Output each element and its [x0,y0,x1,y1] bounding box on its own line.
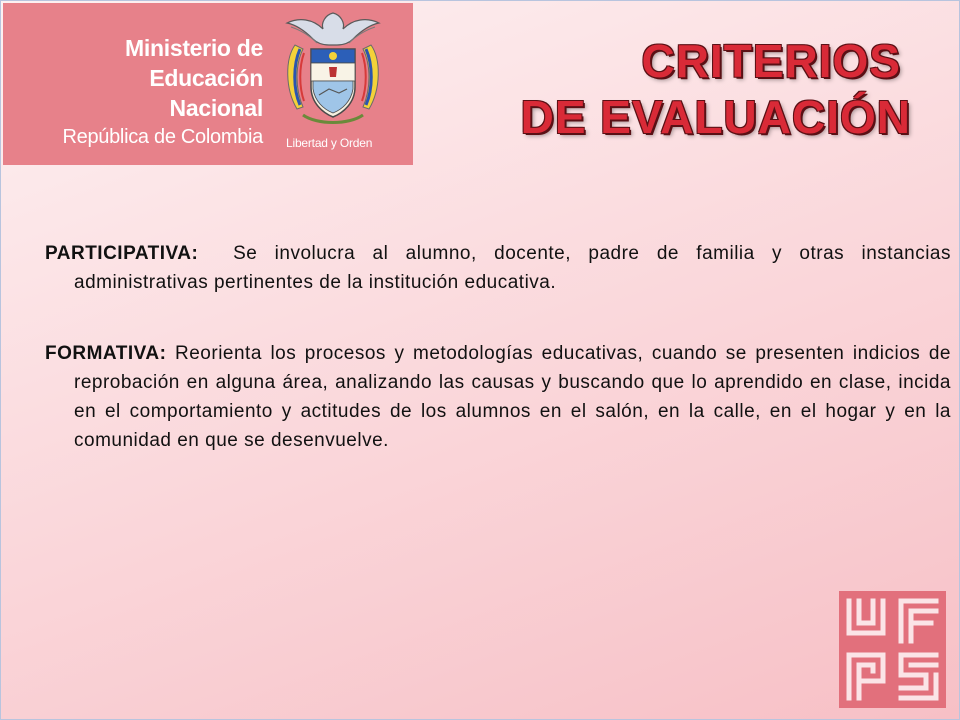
criterion-description: Reorienta los procesos y metodologías educativas, cuando se presenten indicios de reprobación en alguna área, analizando las causas y buscando que lo aprendido en clase, incida en el comportamiento y actitudes de los alumnos en el salón, en la calle, en el hogar y en la comunidad en que se desenvuelve. [74,343,957,451]
colombia-coat-of-arms-icon [273,9,393,134]
slide-title [521,33,911,145]
ministry-line-2: Educación Nacional [149,65,263,121]
ministry-line-3: República de Colombia [62,126,263,148]
ministry-name [58,33,263,151]
criterion-term: FORMATIVA: [45,343,167,364]
criterion-formativa [45,339,957,455]
criterion-participativa [45,239,957,297]
criterion-description: Se involucra al alumno, docente, padre de familia y otras instancias administrativas pertinentes de la institución educativa. [74,243,957,293]
title-line-1: CRITERIOS [641,35,901,87]
ministry-line-1: Ministerio de [125,35,263,61]
criteria-list [45,239,957,497]
ministry-logo-banner [3,3,413,165]
title-line-2: DE EVALUACIÓN [520,91,911,143]
ufps-logo [839,591,946,708]
criterion-term: PARTICIPATIVA: [45,243,199,264]
motto-text: Libertad y Orden [286,136,373,150]
